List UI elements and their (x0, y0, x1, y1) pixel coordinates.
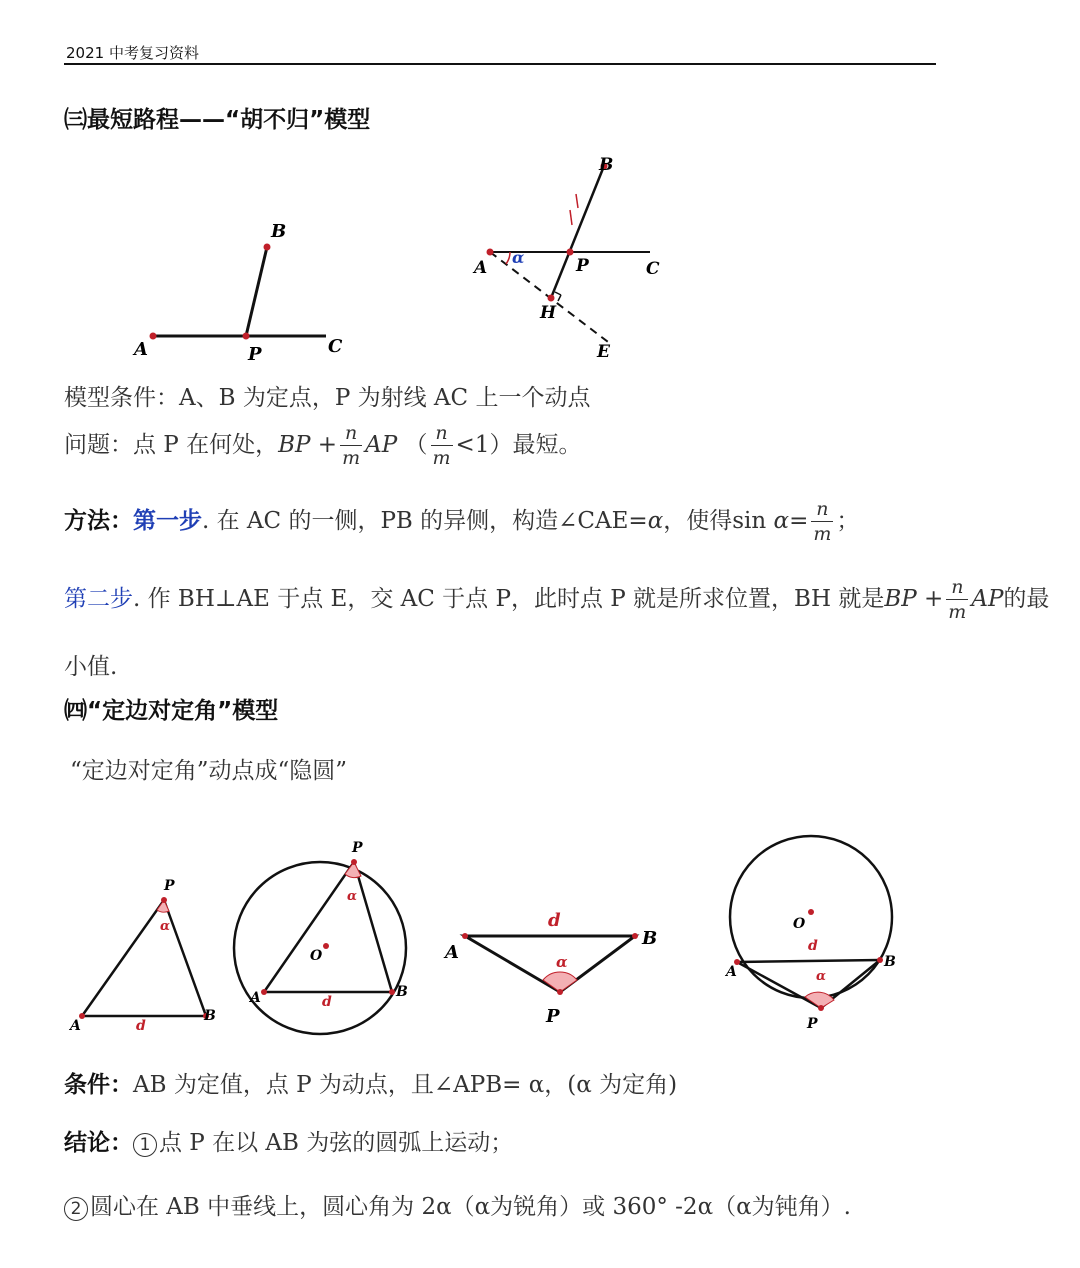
label-e: E (597, 342, 610, 362)
question-prefix: 问题：点 P 在何处， (64, 432, 279, 458)
segment-pb (246, 247, 267, 336)
svg-text:B: B (642, 928, 658, 949)
condition-text: AB 为定值，点 P 为动点，且∠APB= α，(α 为定角) (133, 1072, 678, 1098)
point-a (487, 249, 494, 256)
step2-line2: 小值. (64, 654, 118, 680)
step2-text: . 作 BH⊥AE 于点 E，交 AC 于点 P，此时点 P 就是所求位置，BH 就是 (133, 586, 885, 612)
label-c: C (646, 259, 660, 279)
svg-text:B: B (884, 954, 896, 970)
fraction-ratio: $\frac{n}{m}$ (432, 422, 451, 469)
fraction-sin: $\frac{n}{m}$ (813, 498, 832, 545)
figure-triangle (68, 878, 216, 1034)
conclusion-label: 结论： (64, 1130, 133, 1156)
method-step2: 第二步. 作 BH⊥AE 于点 E，交 AC 于点 P，此时点 P 就是所求位置，BH 就是BP + $\frac{n}{m}$ AP的最 (64, 576, 1050, 623)
point-b (264, 244, 271, 251)
svg-text:P: P (546, 1006, 560, 1027)
header-rule (64, 63, 936, 65)
step1-label: 第一步 (133, 508, 202, 534)
point-a (150, 333, 157, 340)
svg-text:B: B (396, 984, 408, 1000)
label-b: B (271, 221, 287, 242)
svg-text:d: d (808, 938, 818, 954)
point-p (567, 249, 574, 256)
section3-heading: ㈢最短路程——“胡不归”模型 (64, 107, 371, 133)
expr-ap: AP (365, 432, 398, 458)
figure-construction (460, 150, 680, 370)
conclusion-2-text: 圆心在 AB 中垂线上，圆心角为 2α（α为锐角）或 360° -2α（α为钝角）. (90, 1194, 851, 1220)
label-b: B (599, 155, 614, 175)
label-p: P (576, 256, 589, 276)
label-a: A (474, 258, 488, 278)
question-line: 问题：点 P 在何处，BP + $\frac{n}{m}$ AP （ $\frac{n}{m}$ <1）最短。 (64, 422, 582, 469)
figure-inscribed-triangle (234, 840, 408, 1034)
segment-bh (551, 166, 604, 298)
svg-text:A: A (445, 942, 459, 963)
figure-obtuse-triangle (443, 910, 657, 1027)
label-a: A (134, 339, 148, 360)
svg-text:d: d (322, 994, 332, 1010)
method-label: 方法： (64, 508, 133, 534)
svg-text:A: A (726, 964, 737, 980)
conclusion-1 (64, 1124, 513, 1157)
conclusion-2 (64, 1188, 851, 1221)
figures-fixed-side-fixed-angle (60, 830, 940, 1040)
svg-text:O: O (310, 948, 323, 964)
point-h (548, 295, 555, 302)
svg-text:α: α (556, 953, 568, 971)
figure-circle-obtuse (724, 836, 896, 1032)
label-alpha: α (512, 248, 525, 267)
section4-condition (64, 1066, 677, 1099)
condition-label: 条件： (64, 1072, 133, 1098)
svg-text:B: B (204, 1008, 216, 1024)
label-c: C (328, 336, 343, 357)
method-step1: 方法：第一步. 在 AC 的一侧，PB 的异侧，构造∠CAE=α，使得sin α= $\frac{n}{m}$ ； (64, 498, 860, 545)
svg-text:α: α (816, 969, 827, 984)
svg-text:A: A (70, 1018, 81, 1034)
step2-label: 第二步 (64, 586, 133, 612)
svg-text:P: P (164, 878, 175, 894)
svg-text:d: d (136, 1018, 146, 1034)
circled-number-1: 1 (133, 1133, 157, 1157)
section4-heading: ㈣“定边对定角”模型 (64, 698, 279, 724)
fraction-n-over-m: $\frac{n}{m}$ (342, 422, 361, 469)
svg-text:P: P (807, 1016, 818, 1032)
svg-text:P: P (352, 840, 363, 856)
circled-number-2: 2 (64, 1197, 88, 1221)
svg-text:α: α (160, 919, 171, 934)
section4-subtitle: “定边对定角”动点成“隐圆” (70, 758, 348, 784)
svg-text:d: d (548, 910, 561, 931)
expr-bp: BP + (278, 432, 338, 458)
svg-text:O: O (793, 916, 806, 932)
svg-text:A: A (250, 990, 261, 1006)
label-p: P (248, 344, 262, 365)
step1-text: . 在 AC 的一侧，PB 的异侧，构造∠CAE= (202, 508, 648, 534)
svg-text:α: α (347, 889, 358, 904)
label-h: H (540, 303, 557, 323)
model-condition: 模型条件：A、B 为定点，P 为射线 AC 上一个动点 (64, 385, 591, 411)
figure-basic-model (120, 210, 360, 370)
point-p (243, 333, 250, 340)
conclusion-1-text: 点 P 在以 AB 为弦的圆弧上运动； (159, 1130, 514, 1156)
header-title: 2021 中考复习资料 (66, 44, 199, 62)
